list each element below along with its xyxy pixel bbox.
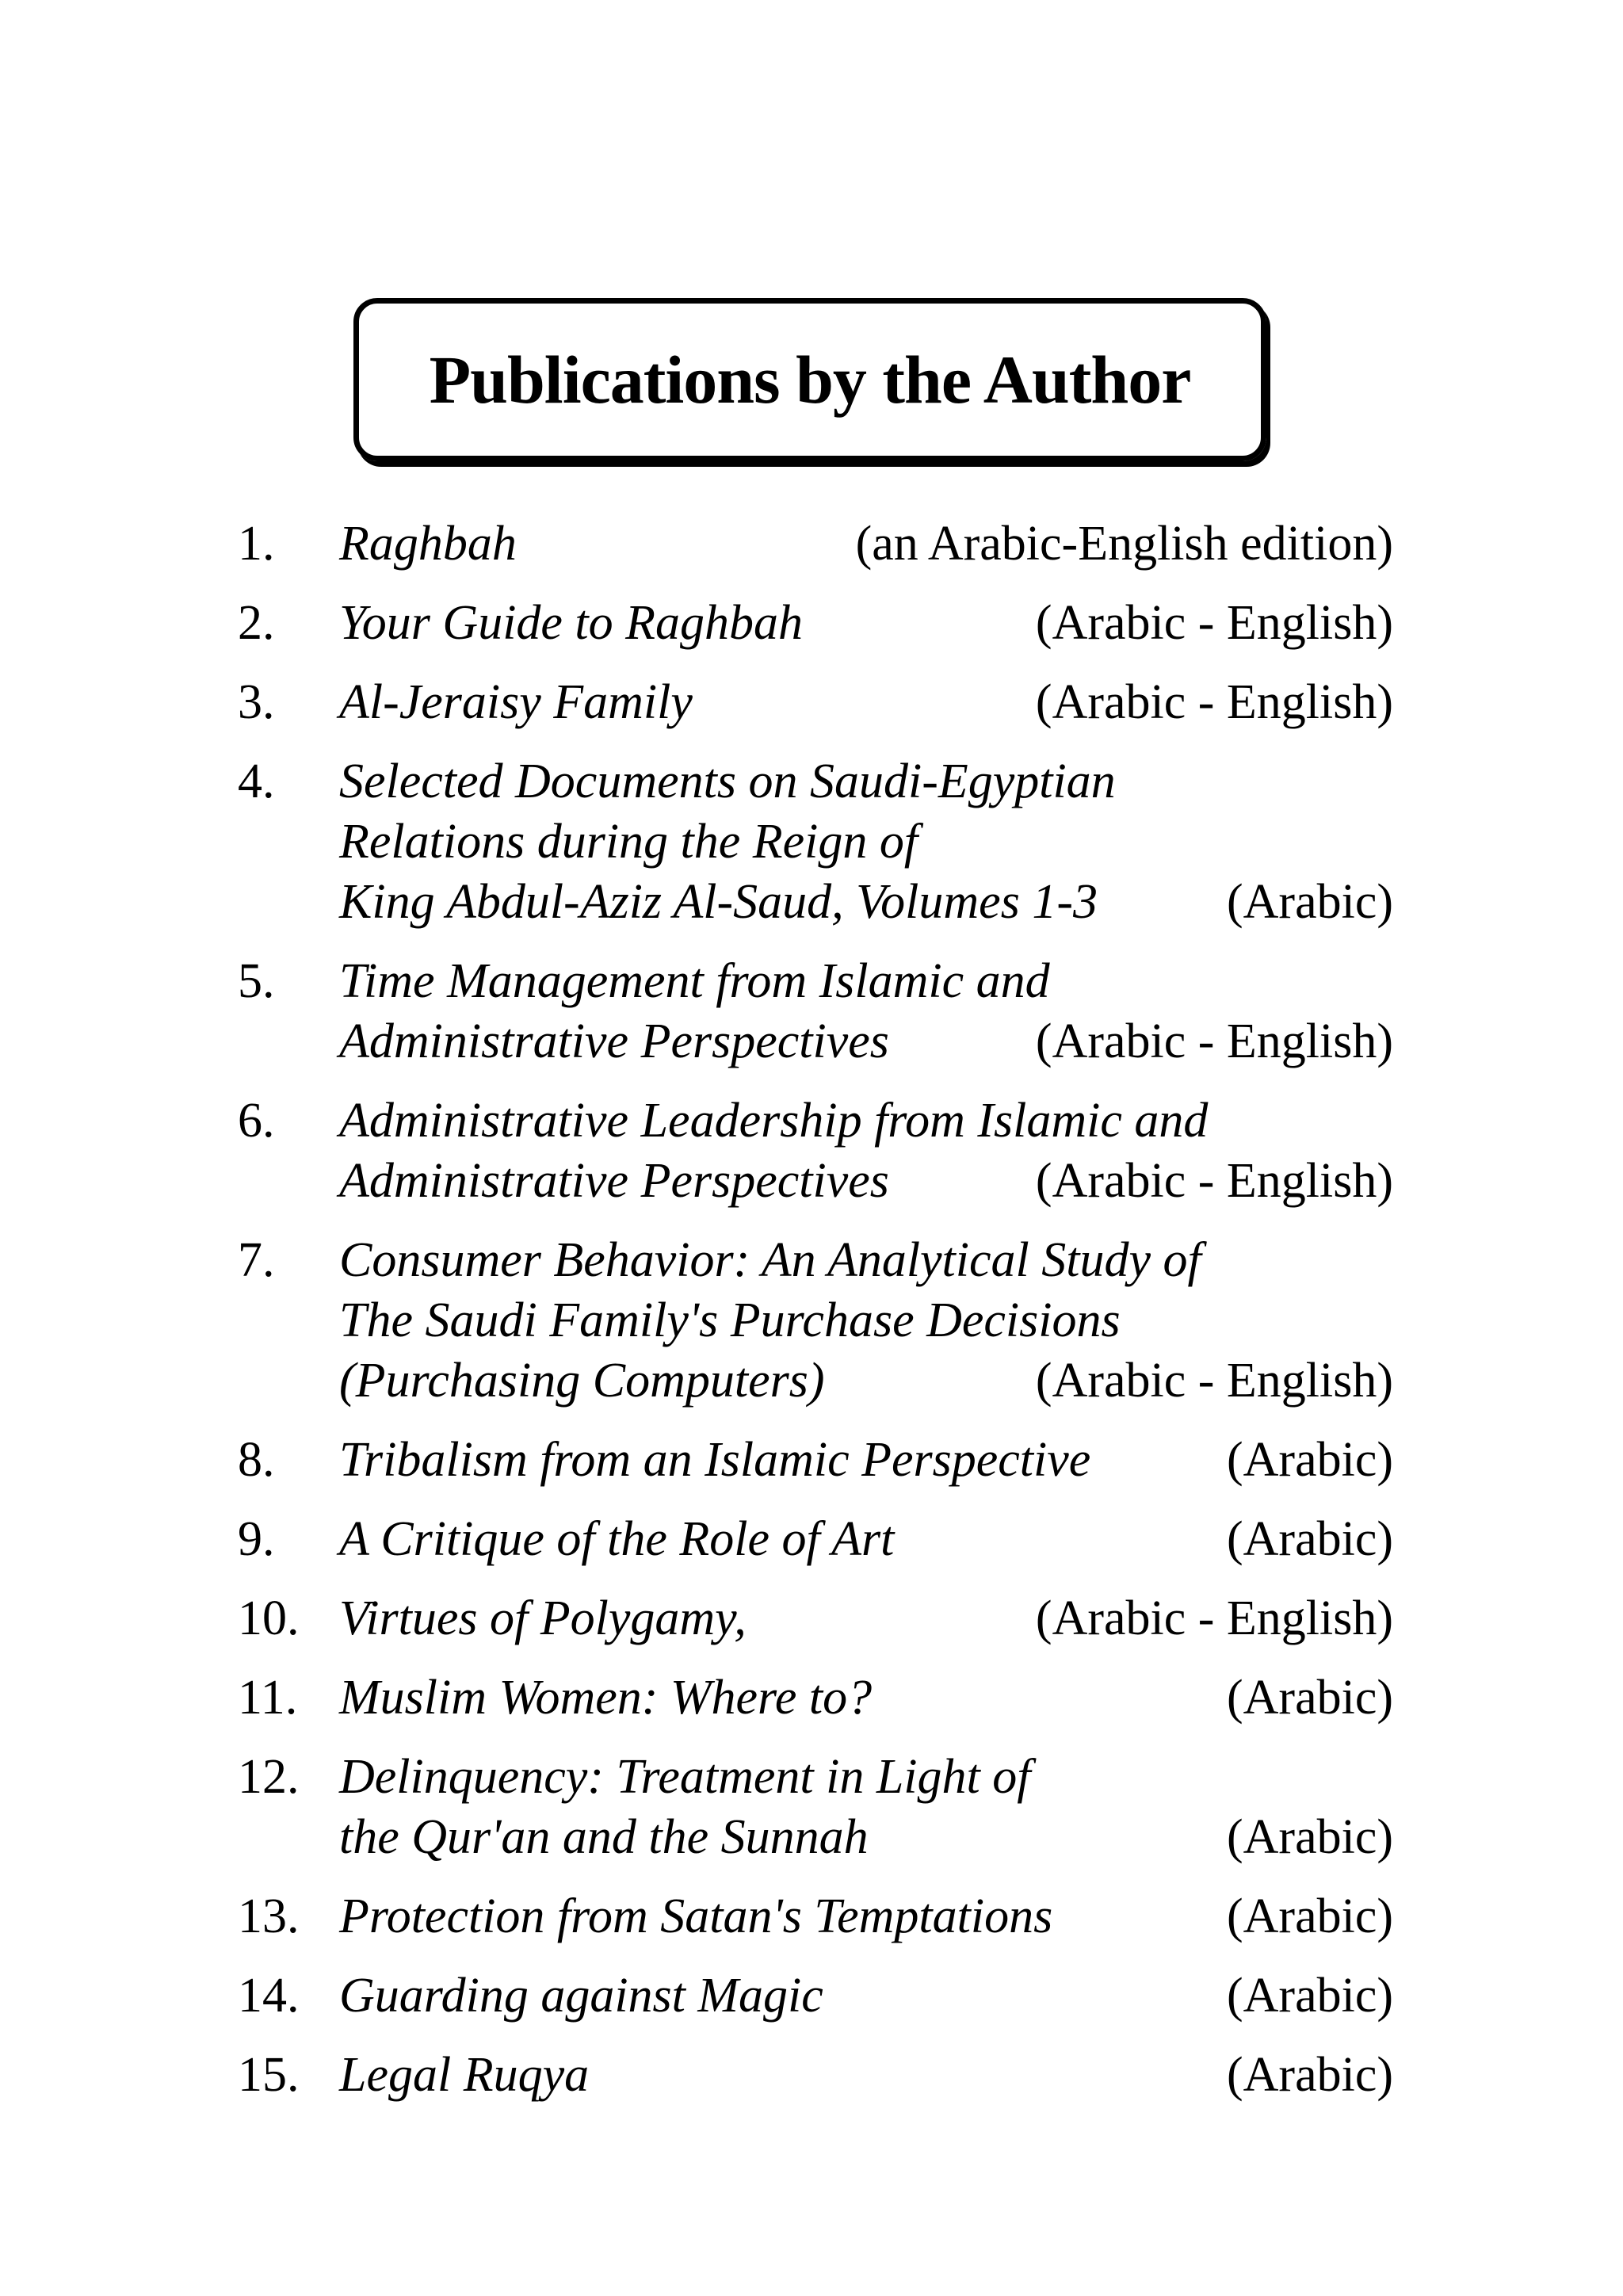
publication-number: 13. — [238, 1889, 300, 1943]
publication-language: (an Arabic-English edition) — [855, 517, 1393, 571]
publication-title: Administrative Perspectives — [339, 1014, 889, 1068]
publication-language: (Arabic) — [1227, 1512, 1393, 1566]
publication-number: 10. — [238, 1591, 300, 1645]
publication-entry — [339, 951, 1393, 1072]
publication-title: King Abdul-Aziz Al-Saud, Volumes 1-3 — [339, 875, 1098, 929]
publication-title: Time Management from Islamic and — [339, 954, 1050, 1008]
publication-line — [339, 2045, 1393, 2105]
publication-item — [238, 514, 1393, 574]
publication-title: Administrative Perspectives — [339, 1154, 889, 1208]
publication-item — [238, 593, 1393, 653]
publication-entry — [339, 2045, 1393, 2105]
publication-line — [339, 1966, 1393, 2026]
publication-language: (Arabic) — [1227, 1671, 1393, 1725]
publication-line — [339, 593, 1393, 653]
publication-line — [339, 1091, 1393, 1151]
publication-number: 5. — [238, 954, 275, 1008]
publication-number: 1. — [238, 517, 275, 571]
publication-language: (Arabic - English) — [1035, 675, 1393, 729]
publication-line — [339, 951, 1393, 1011]
publication-title: Protection from Satan's Temptations — [339, 1889, 1053, 1943]
publication-line — [339, 872, 1393, 932]
publication-item — [238, 1509, 1393, 1569]
publication-number: 14. — [238, 1969, 300, 2023]
publication-language: (Arabic - English) — [1035, 596, 1393, 650]
publication-line — [339, 1668, 1393, 1728]
publication-line — [339, 1588, 1393, 1648]
publication-title: the Qur'an and the Sunnah — [339, 1810, 869, 1864]
publication-item — [238, 1230, 1393, 1411]
publication-title: Raghbah — [339, 517, 517, 571]
publication-title: Delinquency: Treatment in Light of — [339, 1750, 1031, 1804]
publication-entry — [339, 1588, 1393, 1648]
publication-item — [238, 672, 1393, 732]
publication-item — [238, 951, 1393, 1072]
publication-number: 15. — [238, 2048, 300, 2102]
page-title-box — [353, 298, 1266, 461]
publication-line — [339, 1747, 1393, 1807]
publication-line — [339, 1290, 1393, 1350]
publication-language: (Arabic - English) — [1035, 1354, 1393, 1408]
publication-language: (Arabic - English) — [1035, 1154, 1393, 1208]
publication-line — [339, 1151, 1393, 1211]
publication-line — [339, 1509, 1393, 1569]
publication-line — [339, 1430, 1393, 1490]
publication-item — [238, 1886, 1393, 1946]
publication-language: (Arabic) — [1227, 1969, 1393, 2023]
publication-line — [339, 672, 1393, 732]
publication-item — [238, 1966, 1393, 2026]
publication-entry — [339, 751, 1393, 932]
publication-title: Virtues of Polygamy, — [339, 1591, 747, 1645]
publication-title: Your Guide to Raghbah — [339, 596, 804, 650]
publication-entry — [339, 672, 1393, 732]
publication-language: (Arabic - English) — [1035, 1014, 1393, 1068]
publication-language: (Arabic - English) — [1035, 1591, 1393, 1645]
publication-language: (Arabic) — [1227, 1433, 1393, 1487]
publication-item — [238, 1747, 1393, 1867]
publication-title: Al-Jeraisy Family — [339, 675, 693, 729]
publication-entry — [339, 1668, 1393, 1728]
publication-language: (Arabic) — [1227, 2048, 1393, 2102]
publication-item — [238, 1588, 1393, 1648]
publication-line — [339, 812, 1393, 872]
publication-title: Relations during the Reign of — [339, 815, 918, 869]
publication-line — [339, 1350, 1393, 1411]
publication-number: 4. — [238, 755, 275, 808]
publication-number: 3. — [238, 675, 275, 729]
publication-item — [238, 1430, 1393, 1490]
publication-entry — [339, 1091, 1393, 1211]
publication-number: 9. — [238, 1512, 275, 1566]
publication-entry — [339, 1509, 1393, 1569]
publication-number: 6. — [238, 1094, 275, 1148]
publication-entry — [339, 1886, 1393, 1946]
publication-entry — [339, 593, 1393, 653]
publication-entry — [339, 514, 1393, 574]
publication-number: 7. — [238, 1233, 275, 1287]
page-title: Publications by the Author — [429, 342, 1191, 418]
publication-title: Muslim Women: Where to? — [339, 1671, 873, 1725]
publication-entry — [339, 1966, 1393, 2026]
publication-entry — [339, 1430, 1393, 1490]
publication-number: 2. — [238, 596, 275, 650]
publication-language: (Arabic) — [1227, 1889, 1393, 1943]
publication-list — [238, 514, 1393, 2124]
publication-number: 12. — [238, 1750, 300, 1804]
publication-language: (Arabic) — [1227, 875, 1393, 929]
publication-title: The Saudi Family's Purchase Decisions — [339, 1293, 1121, 1347]
publication-line — [339, 1230, 1393, 1290]
publication-item — [238, 1091, 1393, 1211]
publication-language: (Arabic) — [1227, 1810, 1393, 1864]
publication-title: Guarding against Magic — [339, 1969, 823, 2023]
publication-line — [339, 1011, 1393, 1072]
publication-entry — [339, 1230, 1393, 1411]
publication-title: (Purchasing Computers) — [339, 1354, 825, 1408]
publication-title: Administrative Leadership from Islamic and — [339, 1094, 1209, 1148]
publication-line — [339, 1886, 1393, 1946]
publication-title: Selected Documents on Saudi-Egyptian — [339, 755, 1116, 808]
publication-number: 8. — [238, 1433, 275, 1487]
publication-line — [339, 751, 1393, 812]
publication-item — [238, 751, 1393, 932]
publication-title: A Critique of the Role of Art — [339, 1512, 895, 1566]
publication-item — [238, 1668, 1393, 1728]
publication-entry — [339, 1747, 1393, 1867]
publication-title: Consumer Behavior: An Analytical Study of — [339, 1233, 1201, 1287]
publication-line — [339, 514, 1393, 574]
publication-title: Tribalism from an Islamic Perspective — [339, 1433, 1091, 1487]
publication-number: 11. — [238, 1671, 298, 1725]
publication-line — [339, 1807, 1393, 1867]
publication-item — [238, 2045, 1393, 2105]
publication-title: Legal Ruqya — [339, 2048, 590, 2102]
